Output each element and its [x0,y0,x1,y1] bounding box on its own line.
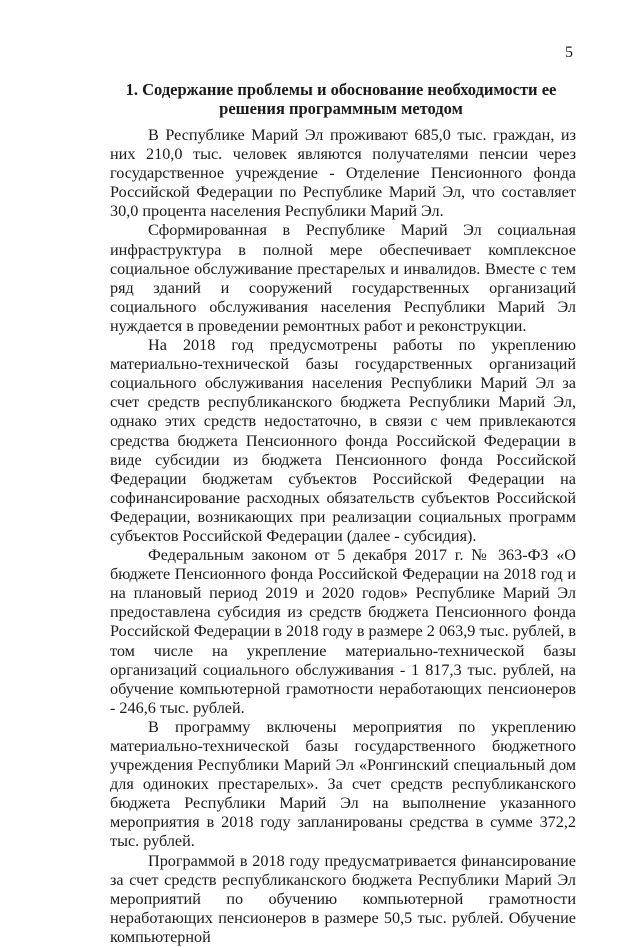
document-body [110,126,576,947]
page-number: 5 [565,44,573,61]
paragraph-federal-law: Федеральным законом от 5 декабря 2017 г. № 363-ФЗ «О бюджете Пенсионного фонда Российской Федерации на 2018 год и на плановый период 2019 и 2020 годов» Республике Марий Эл предоставлена субсидия из средств бюджета Пенсионного фонда Российской Федерации в 2018 году в размере 2 063,9 тыс. рублей, в том числе на укрепление материально-технической базы организаций социального обслуживания - 1 817,3 тыс. рублей, на обучение компьютерной грамотности неработающих пенсионеров - 246,6 тыс. рублей. [110,546,576,717]
paragraph-computer-literacy: Программой в 2018 году предусматривается финансирование за счет средств республиканского бюджета Республики Марий Эл мероприятий по обучению компьютерной грамотности неработающих пенсионеров в размере 50,5 тыс. рублей. Обучение компьютерной [110,851,576,946]
paragraph-funding-2018: На 2018 год предусмотрены работы по укреплению материально-технической базы государственных организаций социального обслуживания населения Республики Марий Эл за счет средств республиканского бюджета Республики Марий Эл, однако этих средств недостаточно, в связи с чем привлекаются средства бюджета Пенсионного фонда Российской Федерации в виде субсидии из бюджета Пенсионного фонда Российской Федерации бюджетам субъектов Российской Федерации на софинансирование расходных обязательств субъектов Российской Федерации, возникающих при реализации социальных программ субъектов Российской Федерации (далее - субсидия). [110,336,576,545]
section-heading: 1. Содержание проблемы и обоснование необходимости ее решения программным методом [125,80,557,118]
paragraph-population: В Республике Марий Эл проживают 685,0 тыс. граждан, из них 210,0 тыс. человек являются получателями пенсии через государственное учреждение - Отделение Пенсионного фонда Российской Федерации по Республике Марий Эл, что составляет 30,0 процента населения Республики Марий Эл. [110,126,576,221]
paragraph-infrastructure: Сформированная в Республике Марий Эл социальная инфраструктура в полной мере обеспечивает комплексное социальное обслуживание престарелых и инвалидов. Вместе с тем ряд зданий и сооружений государственных организаций социального обслуживания населения Республики Марий Эл нуждается в проведении ремонтных работ и реконструкции. [110,221,576,335]
paragraph-program-measures: В программу включены мероприятия по укреплению материально-технической базы государственного бюджетного учреждения Республики Марий Эл «Ронгинский специальный дом для одиноких престарелых». За счет средств республиканского бюджета Республики Марий Эл на выполнение указанного мероприятия в 2018 году запланированы средства в сумме 372,2 тыс. рублей. [110,717,576,851]
